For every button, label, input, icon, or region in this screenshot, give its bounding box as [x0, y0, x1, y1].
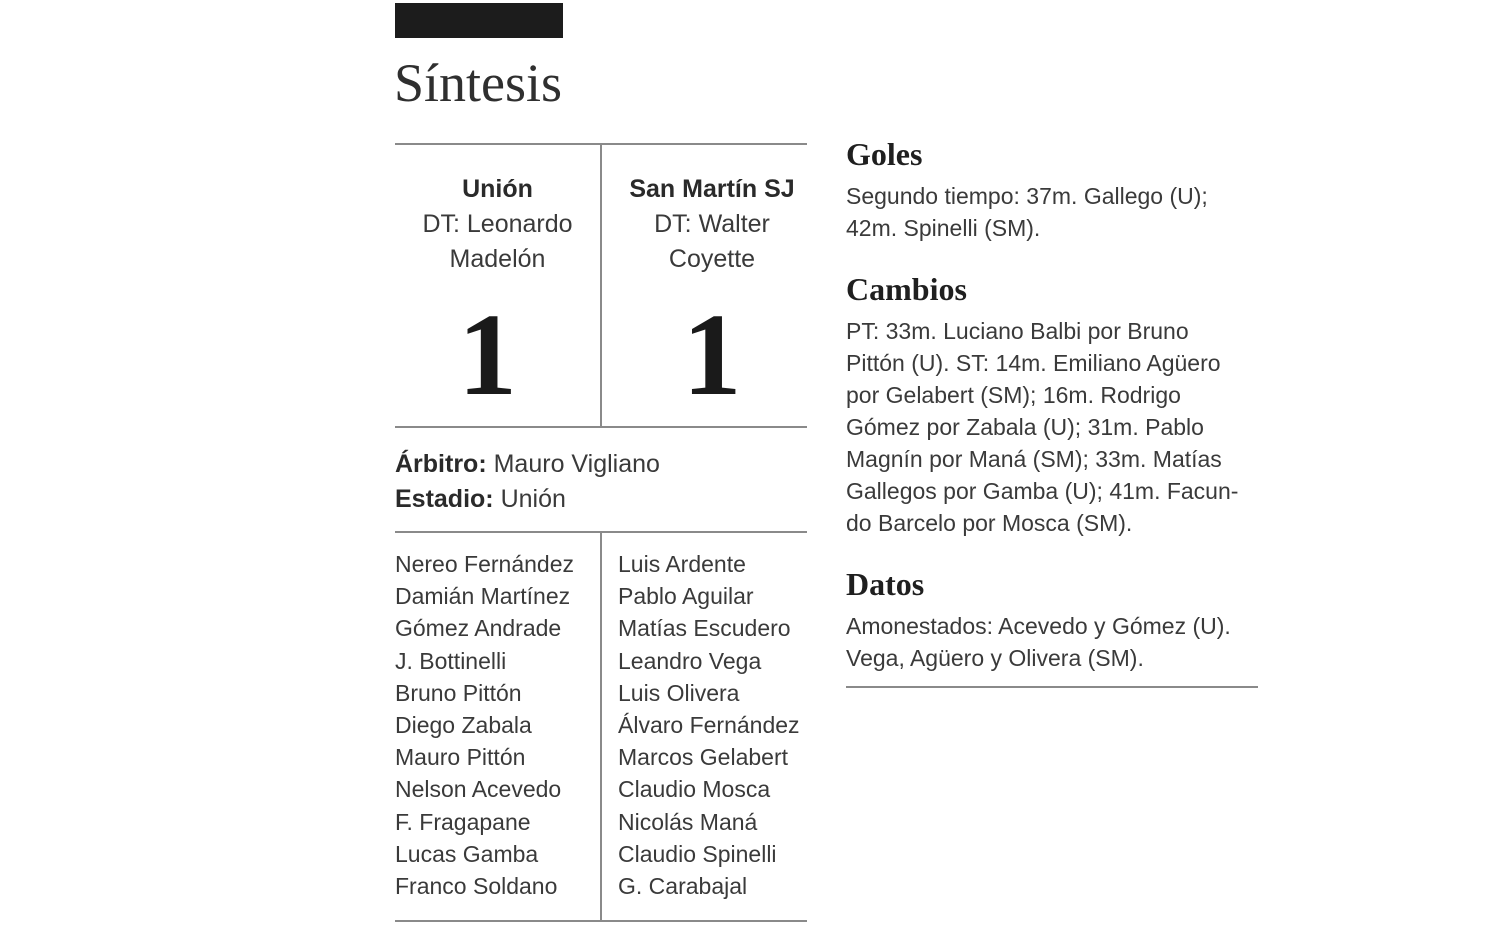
- list-item: Nelson Acevedo: [395, 776, 562, 803]
- list-item: Luis Olivera: [618, 679, 740, 706]
- stadium-name: Unión: [500, 485, 566, 513]
- datos-line: Amonestados: Acevedo y Gómez (U).: [846, 613, 1231, 639]
- cambios-line: Gómez por Zabala (U); 31m. Pablo: [846, 414, 1204, 440]
- list-item: Diego Zabala: [395, 712, 532, 739]
- datos-body: [846, 610, 1266, 674]
- lineups-bottom-rule: [395, 920, 807, 922]
- scoreboard-bottom-rule: [395, 426, 807, 428]
- away-coach-line-1: DT: Walter: [654, 210, 770, 238]
- page-title: Síntesis: [394, 53, 563, 113]
- away-team: [602, 172, 822, 277]
- away-lineup: [618, 548, 800, 902]
- cambios-heading: Cambios: [846, 271, 967, 307]
- referee-name: Mauro Vigliano: [493, 450, 660, 478]
- cambios-line: Pittón (U). ST: 14m. Emiliano Agüero: [846, 350, 1221, 376]
- goles-line: Segundo tiempo: 37m. Gallego (U);: [846, 183, 1208, 209]
- home-score: 1: [458, 289, 517, 420]
- list-item: Mauro Pittón: [395, 744, 526, 771]
- list-item: G. Carabajal: [618, 873, 748, 900]
- list-item: Marcos Gelabert: [618, 744, 789, 771]
- list-item: Matías Escudero: [618, 615, 791, 642]
- cambios-body: [846, 315, 1266, 539]
- away-score: 1: [682, 289, 742, 420]
- datos-heading: Datos: [846, 566, 925, 602]
- list-item: Franco Soldano: [395, 873, 558, 900]
- goles-line: 42m. Spinelli (SM).: [846, 215, 1041, 241]
- cambios-line: Magnín por Maná (SM); 33m. Matías: [846, 446, 1222, 472]
- home-team-name: Unión: [462, 175, 533, 203]
- cambios-line: do Barcelo por Mosca (SM).: [846, 510, 1133, 536]
- datos-line: Vega, Agüero y Olivera (SM).: [846, 645, 1144, 671]
- cambios-line: PT: 33m. Luciano Balbi por Bruno: [846, 318, 1189, 344]
- list-item: J. Bottinelli: [395, 647, 507, 674]
- away-coach-line-2: Coyette: [668, 245, 756, 273]
- section-tag-bar: [395, 3, 563, 38]
- stadium-label: Estadio:: [395, 485, 494, 513]
- goles-body: [846, 180, 1266, 244]
- list-item: Bruno Pittón: [395, 679, 522, 706]
- list-item: Álvaro Fernández: [618, 712, 800, 739]
- list-item: Luis Ardente: [618, 551, 746, 577]
- goles-heading: Goles: [846, 136, 923, 172]
- home-coach-line-2: Madelón: [449, 245, 546, 273]
- right-column-bottom-rule: [846, 686, 1258, 688]
- list-item: Nereo Fernández: [395, 551, 574, 577]
- list-item: F. Fragapane: [395, 808, 531, 835]
- home-lineup: [395, 548, 574, 902]
- cambios-line: por Gelabert (SM); 16m. Rodrigo: [846, 382, 1181, 408]
- list-item: Pablo Aguilar: [618, 583, 754, 610]
- list-item: Claudio Mosca: [618, 776, 771, 803]
- lineups-divider: [600, 533, 602, 920]
- list-item: Gómez Andrade: [395, 615, 562, 642]
- list-item: Lucas Gamba: [395, 840, 539, 867]
- referee: [395, 447, 660, 482]
- stadium: [395, 482, 566, 517]
- home-coach-line-1: DT: Leonardo: [422, 210, 573, 238]
- home-team: [395, 172, 600, 277]
- list-item: Claudio Spinelli: [618, 840, 777, 867]
- away-team-name: San Martín SJ: [629, 175, 795, 203]
- list-item: Nicolás Maná: [618, 808, 758, 835]
- list-item: Leandro Vega: [618, 647, 762, 674]
- list-item: Damián Martínez: [395, 583, 571, 610]
- referee-label: Árbitro:: [395, 450, 487, 478]
- cambios-line: Gallegos por Gamba (U); 41m. Facun-: [846, 478, 1239, 504]
